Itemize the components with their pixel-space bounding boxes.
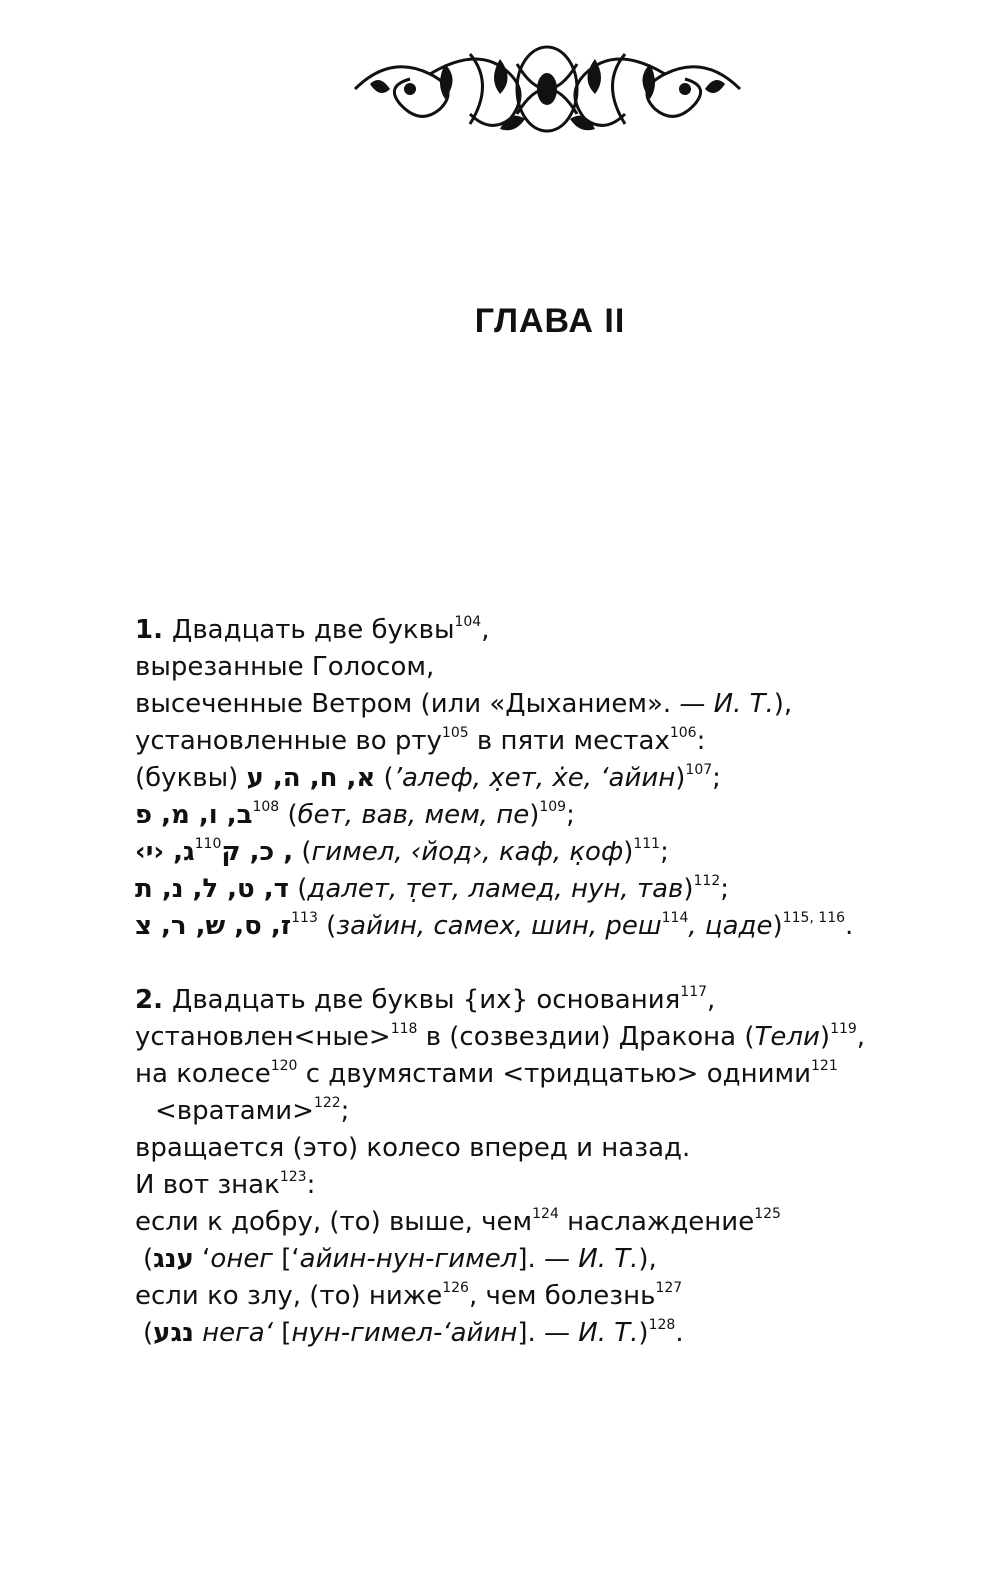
italic-text: нун-гимел-‘айин bbox=[291, 1318, 518, 1348]
text-line: <вратами>$^{122}$; bbox=[155, 1095, 350, 1126]
footnote-ref: 104 bbox=[454, 614, 482, 631]
footnote-ref: 117 bbox=[680, 984, 708, 1001]
footnote-ref: 121 bbox=[811, 1058, 838, 1075]
footnote-ref: 128 bbox=[648, 1317, 676, 1334]
italic-text: И. Т. bbox=[578, 1318, 639, 1348]
hebrew-letters: ב, ו, מ, פ bbox=[135, 800, 253, 830]
footnote-ref: 110 bbox=[194, 836, 222, 853]
footnote-ref: 122 bbox=[313, 1095, 341, 1112]
italic-text: зайин, самех, шин, реш bbox=[336, 911, 662, 941]
footnote-ref: 109 bbox=[539, 799, 567, 816]
italic-text: , цаде bbox=[688, 911, 773, 941]
footnote-ref: 119 bbox=[830, 1021, 857, 1038]
text-line: ד, ט, ל, נ, ת (далет, т̣ет, ламед, нун, тав)$^{112}$; bbox=[135, 873, 730, 904]
italic-text: гимел, ‹йод›, каф, к̣оф bbox=[311, 837, 624, 867]
text-line: (ענג ‘онег [‘айин-нун-гимел]. — И. Т.), bbox=[143, 1244, 657, 1274]
paragraph-spacer bbox=[135, 945, 955, 982]
footnote-ref: 115, 116 bbox=[782, 910, 846, 927]
footnote-ref: 124 bbox=[532, 1206, 559, 1223]
text-line: вращается (это) колесо вперед и назад. bbox=[135, 1133, 691, 1163]
hebrew-letters: , כ, ק bbox=[221, 837, 294, 867]
hebrew-letters: א, ח, ה, ע bbox=[246, 763, 376, 793]
paragraph-number: 2. bbox=[135, 985, 173, 1015]
footnote-ref: 112 bbox=[693, 873, 721, 890]
footnote-ref: 114 bbox=[661, 910, 689, 927]
text-line: 1. Двадцать две буквы$^{104}$, bbox=[135, 614, 490, 645]
footnote-ref: 111 bbox=[633, 836, 661, 853]
italic-text: ’алеф, х̣ет, х̇е, ‘айин bbox=[393, 763, 676, 793]
italic-text: бет, вав, мем, пе bbox=[297, 800, 530, 830]
hebrew-letters: ג, ‹י› bbox=[135, 837, 195, 867]
chapter-title: ГЛАВА II bbox=[474, 302, 626, 340]
text-line: высеченные Ветром (или «Дыханием». — И. Т.), bbox=[135, 689, 793, 719]
italic-text: И. Т. bbox=[713, 689, 774, 719]
text-line: (буквы) א, ח, ה, ע (’алеф, х̣ет, х̇е, ‘айин)$^{107}$; bbox=[135, 762, 721, 793]
italic-text: айин-нун-гимел bbox=[299, 1244, 518, 1274]
footnote-ref: 118 bbox=[390, 1021, 418, 1038]
text-line: ז, ס, ש, ר, צ$^{113}$ (зайин, самех, шин, реш$^{114}$, цаде)$^{115, 116}$. bbox=[135, 910, 854, 941]
text-line: (נגע нега‘ [нун-гимел-‘айин]. — И. Т.)$^{128}$. bbox=[143, 1317, 684, 1348]
footnote-ref: 108 bbox=[252, 799, 280, 816]
italic-text: нега‘ bbox=[202, 1318, 273, 1348]
text-line: если ко злу, (то) ниже$^{126}$, чем болезнь$^{127}$ bbox=[135, 1280, 683, 1311]
italic-text: И. Т. bbox=[578, 1244, 639, 1274]
text-line: вырезанные Голосом, bbox=[135, 652, 435, 682]
footnote-ref: 113 bbox=[291, 910, 318, 927]
italic-text: далет, т̣ет, ламед, нун, тав bbox=[307, 874, 684, 904]
text-line: 2. Двадцать две буквы {их} основания$^{117}$, bbox=[135, 984, 716, 1015]
text-line: И вот знак$^{123}$: bbox=[135, 1169, 316, 1200]
paragraph bbox=[135, 982, 955, 1352]
decorative-ornament bbox=[350, 34, 745, 144]
text-line: ג, ‹י›$^{110}$, כ, ק (гимел, ‹йод›, каф, к̣оф)$^{111}$; bbox=[135, 836, 669, 867]
footnote-ref: 125 bbox=[754, 1206, 781, 1223]
italic-text: Тели bbox=[754, 1022, 820, 1052]
footnote-ref: 120 bbox=[270, 1058, 298, 1075]
footnote-ref: 126 bbox=[442, 1280, 469, 1297]
text-line: установлен<ные>$^{118}$ в (созвездии) Дракона (Тели)$^{119}$, bbox=[135, 1021, 866, 1052]
text-line: ב, ו, מ, פ$^{108}$ (бет, вав, мем, пе)$^{109}$; bbox=[135, 799, 575, 830]
text-line: на колесе$^{120}$ с двумястами <тридцатью> одними$^{121}$ bbox=[135, 1058, 838, 1089]
footnote-ref: 105 bbox=[441, 725, 469, 742]
footnote-ref: 127 bbox=[655, 1280, 683, 1297]
italic-text: онег bbox=[210, 1244, 273, 1274]
footnote-ref: 123 bbox=[279, 1169, 307, 1186]
text-line: установленные во рту$^{105}$ в пяти местах$^{106}$: bbox=[135, 725, 706, 756]
footnote-ref: 107 bbox=[685, 762, 713, 779]
text-line: если к добру, (то) выше, чем$^{124}$ наслаждение$^{125}$ bbox=[135, 1206, 781, 1237]
hebrew-letters: ז, ס, ש, ר, צ bbox=[135, 911, 292, 941]
paragraph bbox=[135, 612, 955, 945]
hebrew-letters: ד, ט, ל, נ, ת bbox=[135, 874, 289, 904]
paragraph-number: 1. bbox=[135, 615, 173, 645]
hebrew-letters: ענג bbox=[153, 1244, 194, 1274]
hebrew-letters: נגע bbox=[153, 1318, 194, 1348]
footnote-ref: 106 bbox=[669, 725, 697, 742]
chapter-body bbox=[135, 612, 955, 1352]
